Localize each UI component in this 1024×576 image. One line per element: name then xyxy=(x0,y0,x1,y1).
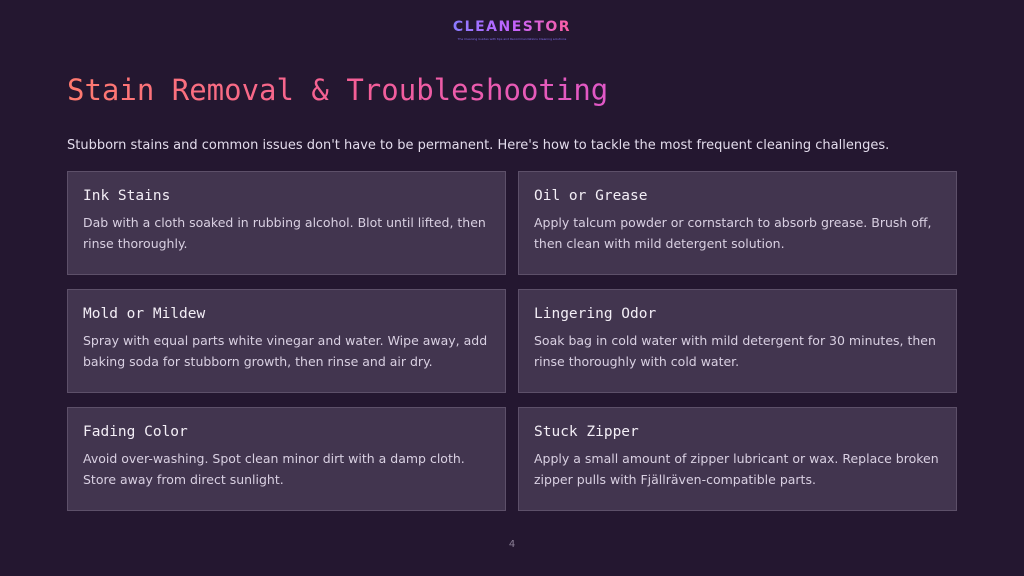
brand-tagline: The Cleaning Guides with tips and Recommendations Cleaning solutions xyxy=(457,37,567,41)
card-title: Stuck Zipper xyxy=(534,424,639,440)
card-ink-stains xyxy=(67,171,506,275)
card-body: Soak bag in cold water with mild detergent for 30 minutes, then rinse thoroughly with cold water. xyxy=(534,333,936,369)
card-title: Oil or Grease xyxy=(534,188,648,204)
card-stuck-zipper xyxy=(518,407,957,511)
card-body: Apply talcum powder or cornstarch to absorb grease. Brush off, then clean with mild detergent solution. xyxy=(534,215,932,251)
card-mold-or-mildew xyxy=(67,289,506,393)
card-lingering-odor xyxy=(518,289,957,393)
slide-title: Stain Removal & Troubleshooting xyxy=(67,68,608,112)
card-body: Avoid over-washing. Spot clean minor dirt with a damp cloth. Store away from direct sunlight. xyxy=(83,451,465,487)
brand-logo xyxy=(0,16,1024,42)
card-title: Fading Color xyxy=(83,424,188,440)
tips-grid xyxy=(67,171,957,511)
page-number: 4 xyxy=(508,539,516,550)
card-body: Dab with a cloth soaked in rubbing alcohol. Blot until lifted, then rinse thoroughly. xyxy=(83,215,486,251)
slide-subtitle: Stubborn stains and common issues don't have to be permanent. Here's how to tackle the most frequent cleaning challenges. xyxy=(67,138,890,153)
card-fading-color xyxy=(67,407,506,511)
card-oil-or-grease xyxy=(518,171,957,275)
card-body: Apply a small amount of zipper lubricant or wax. Replace broken zipper pulls with Fjällräven-compatible parts. xyxy=(534,451,939,487)
card-title: Ink Stains xyxy=(83,188,171,204)
card-title: Lingering Odor xyxy=(534,306,657,322)
card-title: Mold or Mildew xyxy=(83,306,206,322)
card-body: Spray with equal parts white vinegar and water. Wipe away, add baking soda for stubborn growth, then rinse and air dry. xyxy=(83,333,488,369)
brand-name: CLEANESTOR xyxy=(452,19,572,35)
